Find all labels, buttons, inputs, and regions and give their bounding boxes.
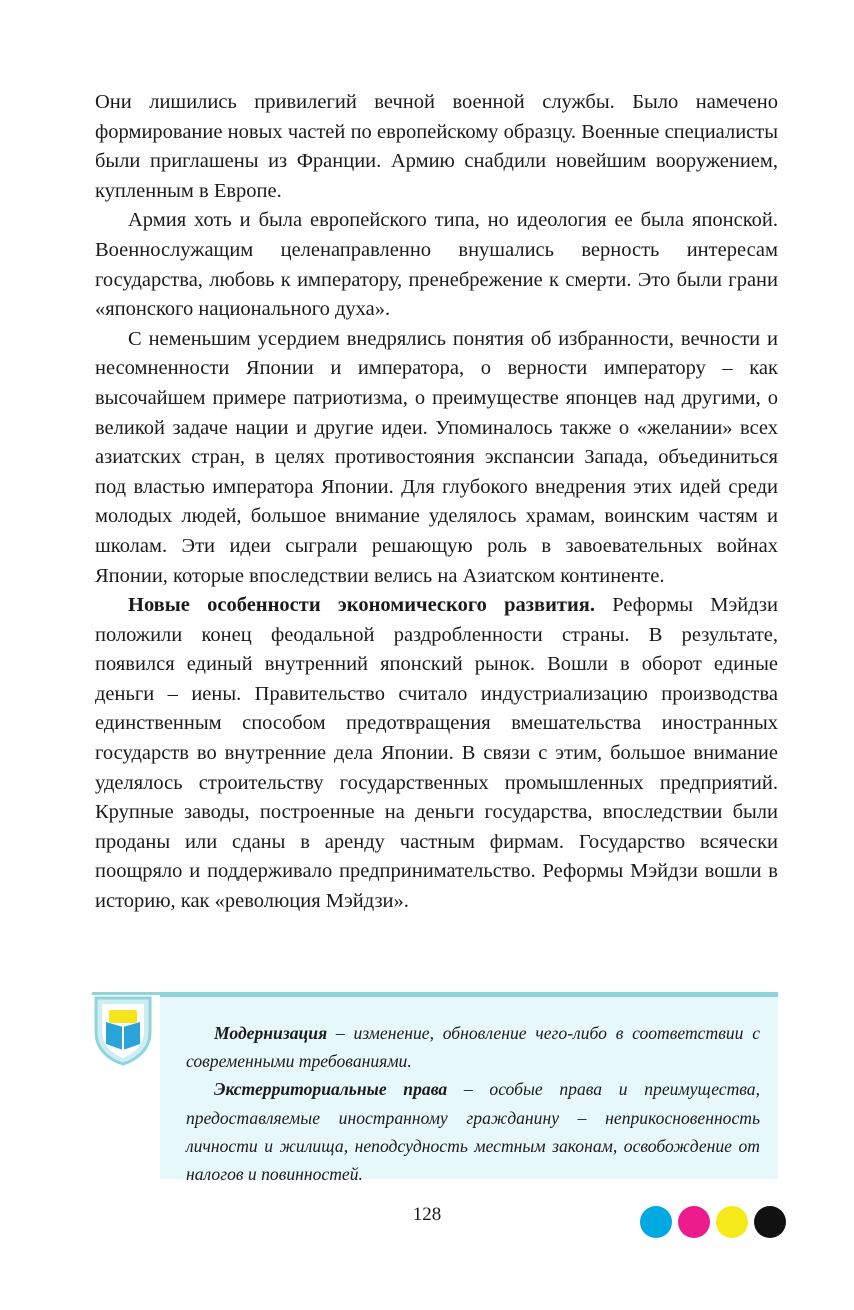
glossary-box bbox=[160, 994, 778, 1185]
glossary-term: Модернизация bbox=[214, 1023, 328, 1043]
paragraph-2: Армия хоть и была европейского типа, но идеология ее была японской. Военнослужащим целенаправленно внушались верность интересам государства, любовь к императору, пренебрежение к смерти. Это были грани «японского национального духа». bbox=[95, 209, 778, 321]
main-text bbox=[95, 88, 778, 917]
page-number: 128 bbox=[412, 1204, 442, 1225]
glossary-entry-extraterritorial bbox=[186, 1075, 760, 1188]
print-color-marks bbox=[640, 1206, 786, 1238]
paragraph-1: Они лишились привилегий вечной военной службы. Было намечено формирование новых частей по европейскому образцу. Военные специалисты были приглашены из Франции. Армию снабдили новейшим вооружением, купленным в Европе. bbox=[95, 91, 778, 202]
book-shield-icon bbox=[92, 996, 154, 1066]
magenta-dot bbox=[678, 1206, 710, 1238]
glossary-definition: – изменение, обновление чего-либо в соответствии с современными требованиями. bbox=[186, 1023, 760, 1072]
section-text: Реформы Мэйдзи положили конец феодальной раздробленности страны. В результате, появился единый внутренний японский рынок. Вошли в оборот единые деньги – иены. Правительство считало индустриализацию производства единственным способом предотвращения вмешательства иностранных государств во внутренние дела Японии. В связи с этим, большое внимание уделялось строительству государственных промышленных предприятий. Крупные заводы, построенные на деньги государства, впоследствии были проданы или сданы в аренду частным фирмам. Государство всячески поощряло и поддерживало предпринимательство. Реформы Мэйдзи вошли в историю, как «революция Мэйдзи». bbox=[95, 594, 778, 913]
glossary-definition: – особые права и преимущества, предоставляемые иностранному гражданину – неприкосновенность личности и жилища, неподсудность местным законам, освобождение от налогов и повинностей. bbox=[186, 1079, 760, 1185]
section-heading: Новые особенности экономического развития. bbox=[128, 594, 596, 617]
yellow-dot bbox=[716, 1206, 748, 1238]
cyan-dot bbox=[640, 1206, 672, 1238]
paragraph-4 bbox=[95, 591, 778, 917]
glossary-entry-modernization bbox=[186, 1019, 760, 1075]
paragraph-3: С неменьшим усердием внедрялись понятия об избранности, вечности и несомненности Японии и императора, о верности императору – как высочайшем примере патриотизма, о преимуществе японцев над другими, о великой задаче нации и другие идеи. Упоминалось также о «желании» всех азиатских стран, в целях противостояния экспансии Запада, объединиться под властью императора Японии. Для глубокого внедрения этих идей среди молодых людей, большое внимание уделялось храмам, воинским частям и школам. Эти идеи сыграли решающую роль в завоевательных войнах Японии, которые впоследствии велись на Азиатском континенте. bbox=[95, 327, 778, 587]
black-dot bbox=[754, 1206, 786, 1238]
glossary-term: Экстерриториальные права bbox=[214, 1079, 448, 1100]
